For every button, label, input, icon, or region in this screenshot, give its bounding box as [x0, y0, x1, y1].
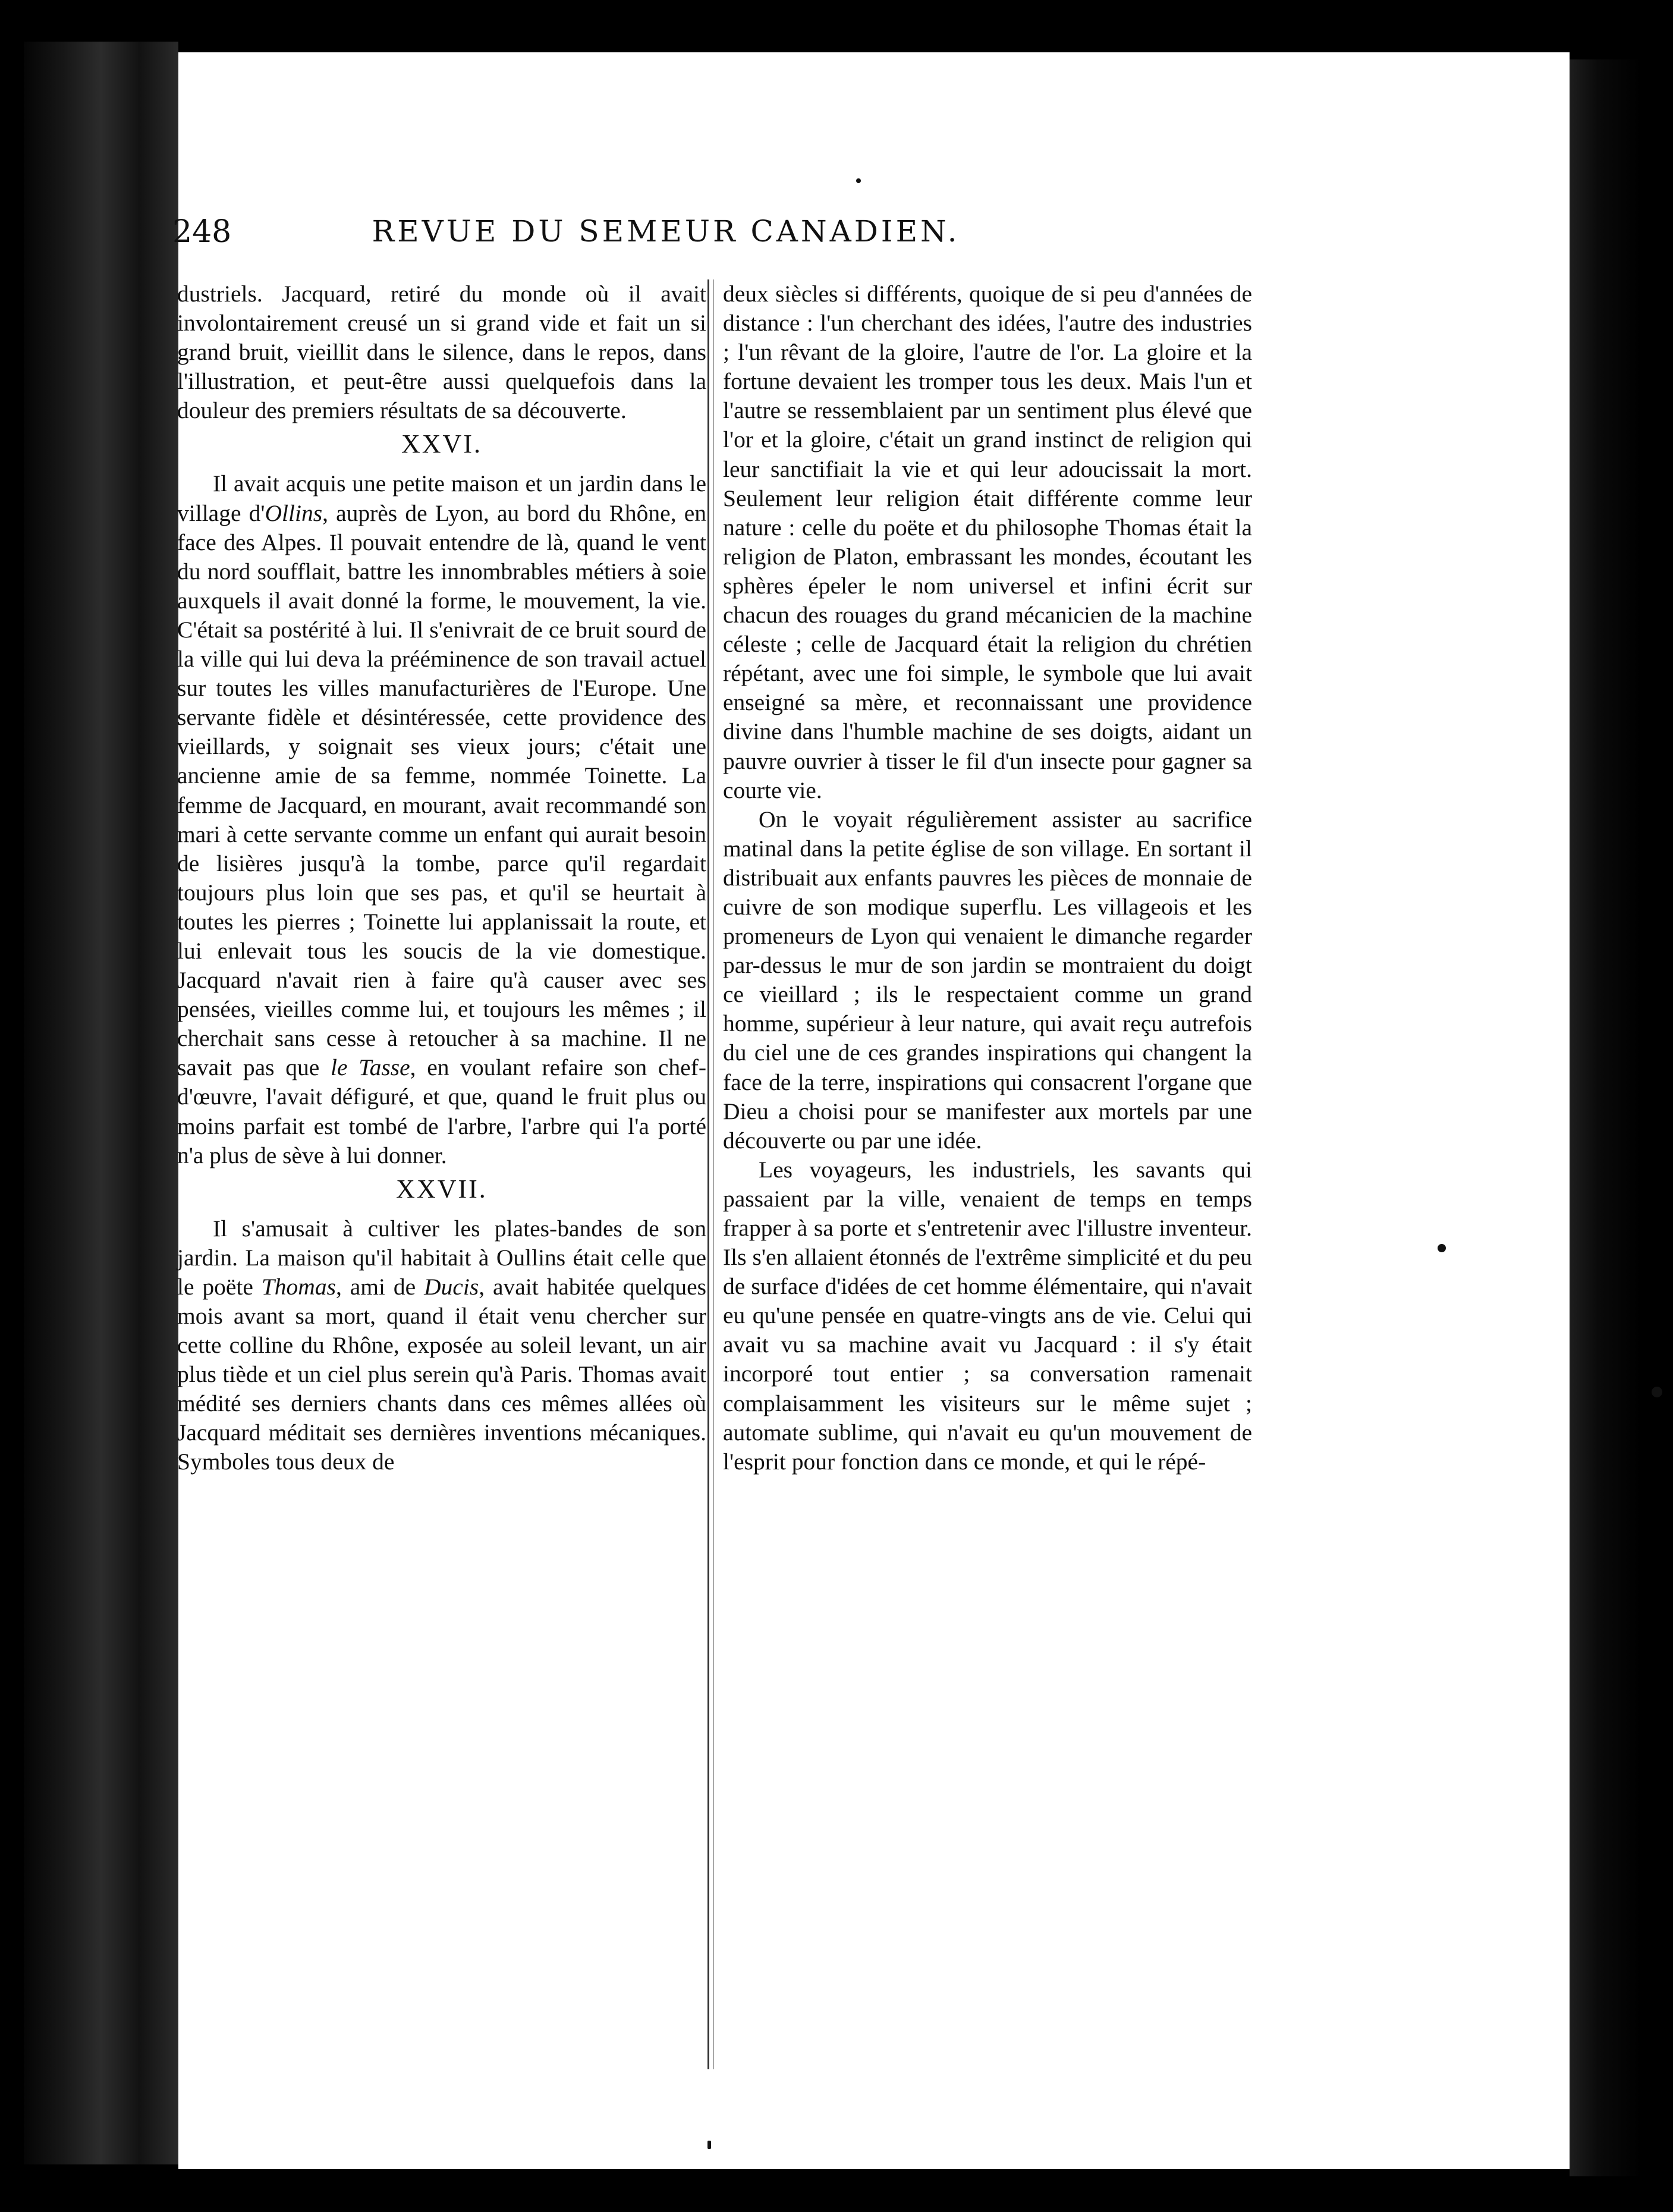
text-run: Il s'amusait à cultiver les plates-bandes de son jardin. La maison qu'il habitait à Oullins était celle que le poëte: [177, 1215, 706, 1300]
ink-speck: [1438, 1244, 1446, 1252]
text-run: , avait habitée quelques mois avant sa mort, quand il était venu chercher sur cette colline du Rhône, exposée au soleil levant, un air plus tiède et un ciel plus serein qu'à Paris. Thomas avait médité ses derniers chants dans ces mêmes allées où Jacquard méditait ses dernières inventions mécaniques. Symboles tous deux de: [177, 1273, 707, 1475]
paragraph-intro: dustriels. Jacquard, retiré du monde où il avait involontairement creusé un si grand vide et fait un si grand bruit, vieillit dans le silence, dans le repos, dans l'illustration, et peut-être aussi quelquefois dans la douleur des premiers résultats de sa découverte.: [177, 281, 706, 424]
ink-speck: [707, 2141, 711, 2149]
paragraph-xxvii: [177, 1214, 706, 1477]
section-heading-xxvii: XXVII.: [396, 1174, 488, 1204]
page-edge: [1570, 59, 1641, 2176]
text-run: Il avait acquis une petite maison et un jardin dans le village d': [177, 470, 706, 526]
ink-speck: [1652, 1387, 1662, 1397]
name-ducis: Ducis: [424, 1273, 479, 1300]
text-run: , ami de: [335, 1273, 424, 1300]
page-number: 248: [172, 214, 232, 250]
book-spine: [24, 42, 178, 2164]
paragraph-continued: deux siècles si différents, quoique de si peu d'années de distance : l'un cherchant des idées, l'autre des industries ; l'un rêvant de la gloire, l'autre de l'or. La gloire et la fortune devaient les tromper tous les deux. Mais l'un et l'autre se ressemblaient par un sentiment plus élevé que l'or et la gloire, c'était un grand instinct de religion qui leur sanctifiait la vie et qui leur adoucissait la mort. Seulement leur religion était différente comme leur nature : celle du poëte et du philosophe Thomas était la religion de Platon, embrassant les mondes, écoutant les sphères épeler le nom universel et infini écrit sur chacun des rouages du grand mécanicien de la machine céleste ; celle de Jacquard était la religion du chrétien répétant, avec une foi simple, le symbole que lui avait enseigné sa mère, et reconnaissant une providence divine dans l'humble machine de ses doigts, aidant un pauvre ouvrier à tisser le fil d'un insecte pour gagner sa courte vie.: [723, 281, 1252, 803]
paragraph-messe: On le voyait régulièrement assister au sacrifice matinal dans la petite église de son village. En sortant il distribuait aux enfants pauvres les pièces de monnaie de cuivre de son modique superflu. Les villageois et les promeneurs de Lyon qui venaient le dimanche regarder par-dessus le mur de son jardin se montraient du doigt ce vieillard ; ils le respectaient comme un grand homme, supérieur à leur nature, qui avait reçu autrefois du ciel une de ces grandes inspirations qui changent la face de la terre, inspirations qui consacrent l'organe que Dieu a choisi pour se manifester aux mortels par une découverte ou par une idée.: [723, 806, 1252, 1154]
section-heading-xxvi: XXVI.: [401, 429, 482, 459]
ink-speck: [856, 178, 861, 183]
paragraph-xxvi: [177, 469, 706, 1170]
page-header: [172, 214, 1159, 262]
column-divider-thin: [713, 279, 714, 2069]
place-name-ollins: Ollins: [265, 499, 323, 526]
column-divider: [707, 279, 709, 2069]
right-column: [723, 279, 1252, 1476]
name-le-tasse: le Tasse: [331, 1054, 410, 1081]
name-thomas: Thomas: [261, 1273, 336, 1300]
text-run: , en voulant refaire son chef-d'œuvre, l'avait défiguré, et que, quand le fruit plus ou moins parfait est tombé de l'arbre, l'arbre qui l'a porté n'a plus de sève à lui donner.: [177, 1054, 706, 1168]
left-column: [177, 279, 706, 1477]
text-run: , auprès de Lyon, au bord du Rhône, en face des Alpes. Il pouvait entendre de là, quand le vent du nord soufflait, battre les innombrables métiers à soie auxquels il avait donné la forme, le mouvement, la vie. C'était sa postérité à lui. Il s'enivrait de ce bruit sourd de la ville qui lui deva la prééminence de son travail actuel sur toutes les villes manufacturières de l'Europe. Une servante fidèle et désintéressée, cette providence des vieillards, y soignait ses vieux jours; c'était une ancienne amie de sa femme, nommée Toinette. La femme de Jacquard, en mourant, avait recommandé son mari à cette servante comme un enfant qui aurait besoin de lisières jusqu'à la tombe, parce qu'il regardait toujours plus loin que ses pas, et qu'il se heurtait à toutes les pierres ; Toinette lui applanissait la route, et lui enlevait tous les soucis de la vie domestique. Jacquard n'avait rien à faire qu'à causer avec ses pensées, vieilles comme lui, et toujours les mêmes ; il cherchait sans cesse à retoucher à sa machine. Il ne savait pas que: [177, 499, 706, 1081]
running-title: REVUE DU SEMEUR CANADIEN.: [372, 214, 960, 249]
paragraph-voyageurs: Les voyageurs, les industriels, les savants qui passaient par la ville, venaient de temps en temps frapper à sa porte et s'entretenir avec l'illustre inventeur. Ils s'en allaient étonnés de l'extrême simplicité et du peu de surface d'idées de cet homme élémentaire, qui n'avait eu qu'une pensée en quatre-vingts ans de vie. Celui qui avait vu sa machine avait vu Jacquard : il s'y était incorporé tout entier ; sa conversation ramenait complaisamment les visiteurs sur le même sujet ; automate sublime, qui n'avait eu qu'un mouvement de l'esprit pour fonction dans ce monde, et qui le répé-: [723, 1156, 1252, 1475]
